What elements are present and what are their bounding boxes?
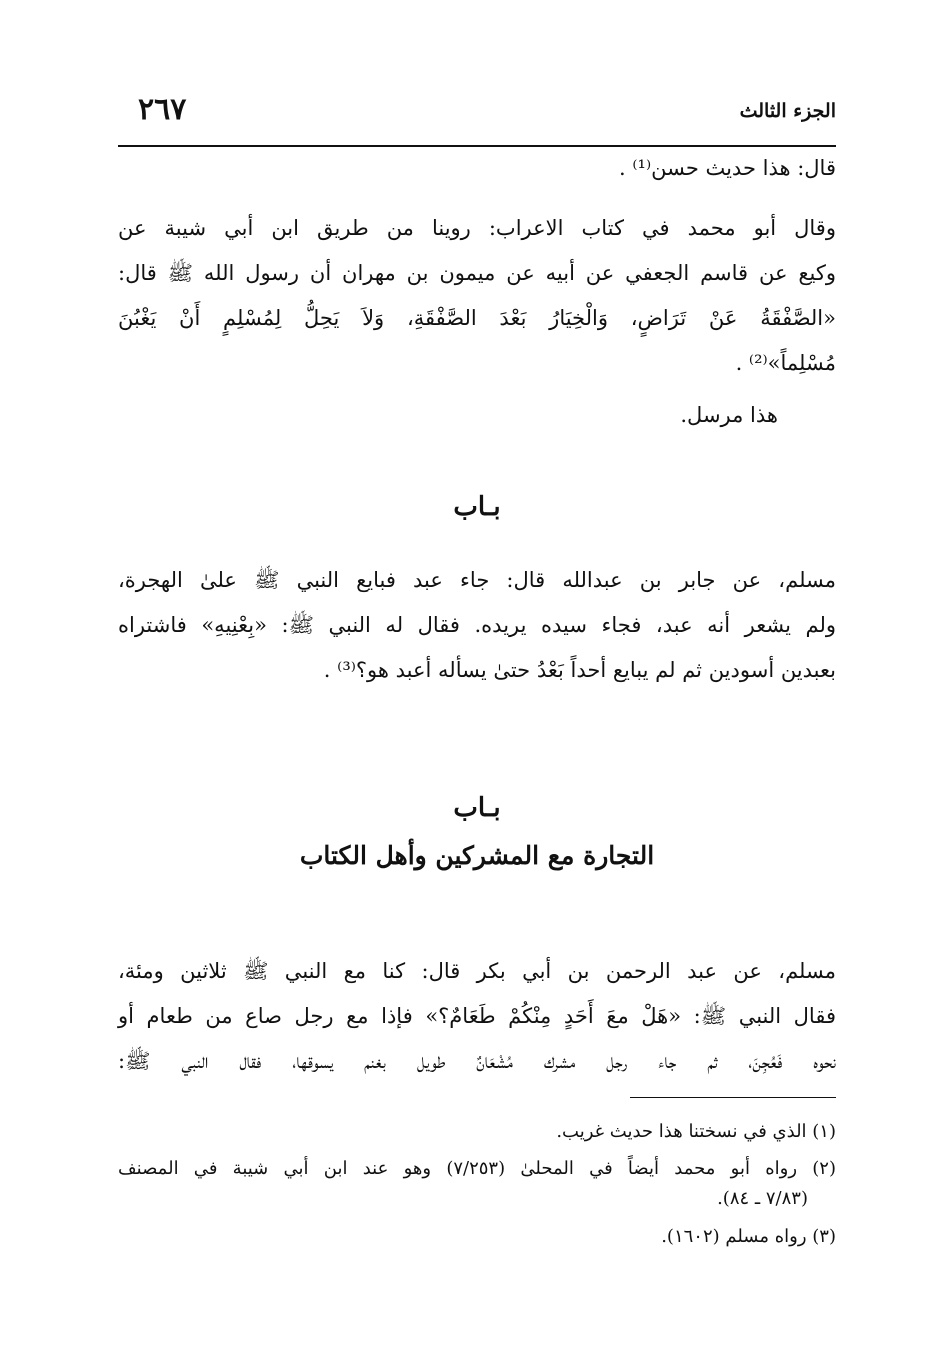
chapter-heading: بـاب — [453, 492, 501, 522]
running-title: الجزء الثالث — [739, 100, 836, 122]
footnote-2-continuation: (٧/٨٣ ـ ٨٤). — [717, 1188, 808, 1209]
page-header — [118, 92, 836, 136]
text-line: فقال النبي ﷺ: «هَلْ معَ أَحَدٍ مِنْكُمْ طَعَامٌ؟» فإذا مع رجل صاع من طعام أو — [118, 1004, 836, 1028]
chapter-title: التجارة مع المشركين وأهل الكتاب — [299, 841, 655, 870]
chapter-heading: بـاب — [453, 793, 501, 823]
text-line: هذا مرسل. — [680, 403, 778, 427]
footnote-3: (٣) رواه مسلم (١٦٠٢). — [661, 1226, 836, 1247]
text-line: وكيع عن قاسم الجعفي عن أبيه عن ميمون بن مهران أن رسول الله ﷺ قال: — [118, 261, 836, 285]
text-line: بعبدين أسودين ثم لم يبايع أحداً بَعْدُ حتىٰ يسأله أعبد هو؟⁽³⁾ . — [323, 658, 836, 682]
footnote-2: (٢) رواه أبو محمد أيضاً في المحلىٰ (٧/٢٥٣) وهو عند ابن أبي شيبة في المصنف — [118, 1158, 836, 1179]
text-line: قال: هذا حديث حسن⁽¹⁾ . — [619, 156, 836, 180]
text-line: مسلم، عن عبد الرحمن بن أبي بكر قال: كنا مع النبي ﷺ ثلاثين ومئة، — [118, 959, 836, 983]
page-number: ٢٦٧ — [138, 92, 187, 127]
hadith-quote-line: «الصَّفْقَةُ عَنْ تَرَاضٍ، وَالْخِيَارُ بَعْدَ الصَّفْقَةِ، وَلاَ يَحِلُّ لِمُسْلِمٍ أَنْ يَغْبُنَ — [118, 306, 836, 330]
text-line: ولم يشعر أنه عبد، فجاء سيده يريده. فقال له النبي ﷺ: «بِعْنِيهِ» فاشتراه — [118, 613, 836, 637]
text-line: وقال أبو محمد في كتاب الاعراب: روينا من طريق ابن أبي شيبة عن — [118, 216, 836, 240]
footnote-separator — [630, 1097, 836, 1098]
hadith-quote-line: مُسْلِماً»⁽²⁾ . — [735, 351, 836, 375]
text-line: مسلم، عن جابر بن عبدالله قال: جاء عبد فبايع النبي ﷺ علىٰ الهجرة، — [118, 568, 836, 592]
text-line: نحوه فَعُجِنَ، ثم جاء رجل مشرك مُشْعَانٌ طويل بغنم يسوقها، فقال النبي ﷺ: — [118, 1049, 836, 1073]
footnote-1: (١) الذي في نسختنا هذا حديث غريب. — [556, 1121, 836, 1142]
header-rule — [118, 145, 836, 147]
